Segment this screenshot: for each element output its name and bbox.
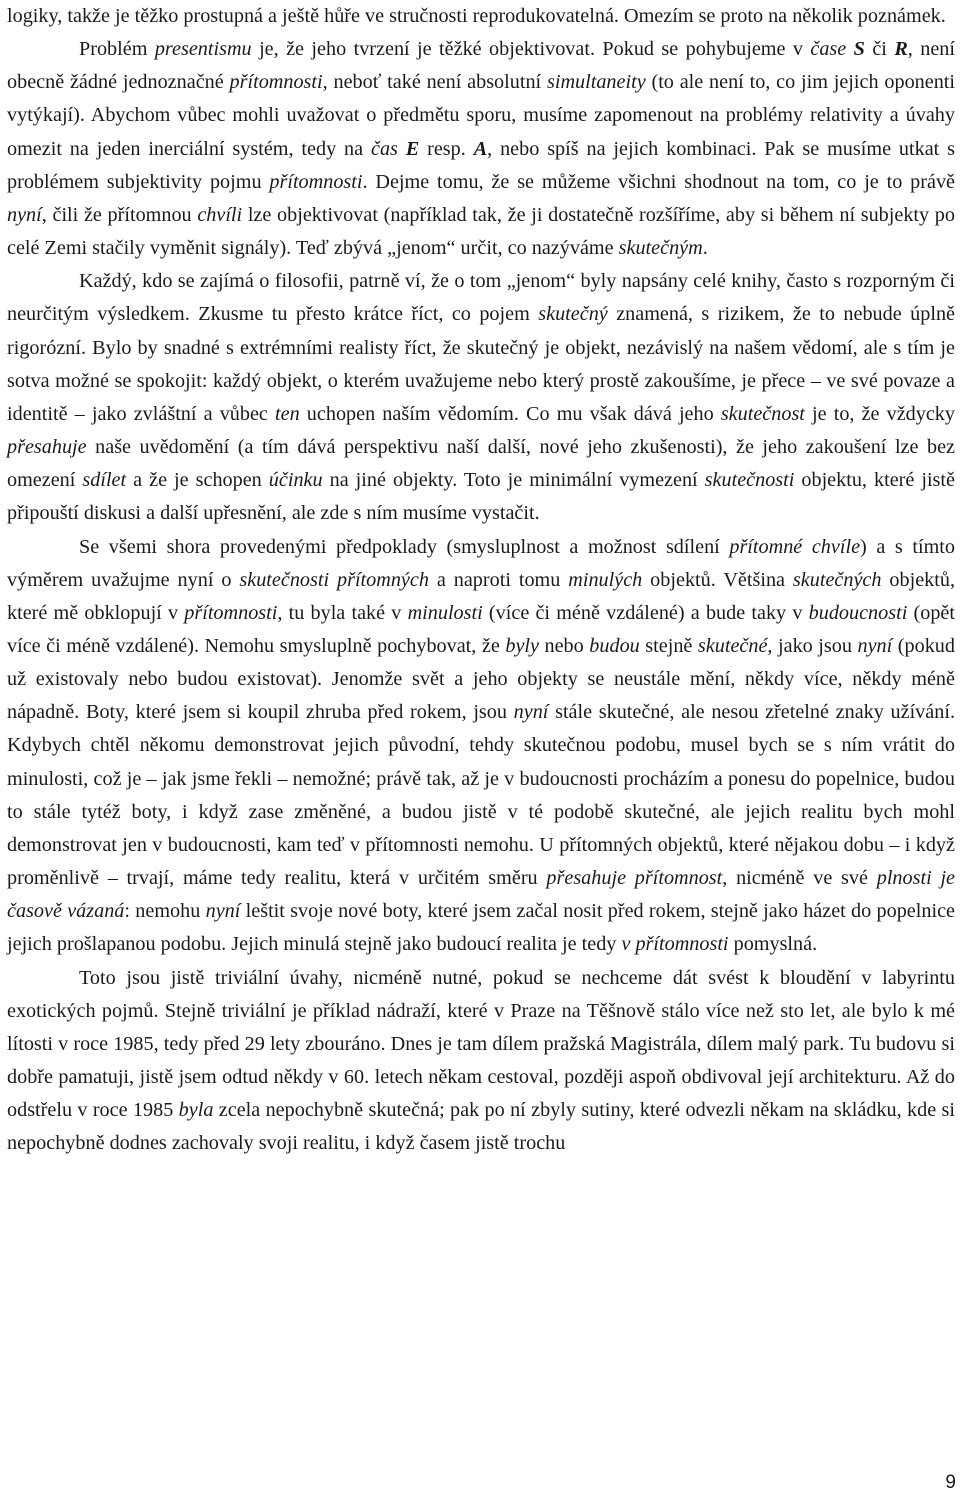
text-run: zcela nepochybně skutečná; pak po ní zbyly sutiny, které odvezli někam na skládku, kde si nepochybně dodnes zachovaly svoji realitu, i když časem jistě trochu <box>7 1099 955 1155</box>
body-paragraph <box>7 962 955 1161</box>
italic-term: skutečnosti přítomných <box>239 568 429 591</box>
text-run: , čili že přítomnou <box>41 203 198 226</box>
italic-term: přítomné chvíle <box>729 535 861 558</box>
italic-term: presentismu <box>154 38 252 61</box>
italic-term: nyní <box>205 900 241 923</box>
text-run: , jako jsou <box>767 634 858 657</box>
text-run: , nicméně ve své <box>722 867 877 890</box>
text-run: nebo <box>538 634 590 657</box>
italic-term: nyní <box>857 634 893 657</box>
text-run: (pokud už existovaly nebo budou existovat). Jenomže svět a jeho objekty se neustále mění, někdy více, někdy méně nápadně. Boty, které jsem si koupil zhruba před rokem, jsou <box>7 634 955 724</box>
italic-term: chvíli <box>197 203 243 226</box>
text-run: (opět více či méně vzdálené). Nemohu smysluplně pochybovat, že <box>7 601 956 657</box>
bold-italic-term: R <box>894 38 908 61</box>
text-run: . <box>702 237 708 260</box>
italic-term: budoucnosti <box>808 601 908 624</box>
italic-term: nyní <box>7 203 42 226</box>
italic-term: v přítomnosti <box>621 933 729 956</box>
text-run: objektů, které mě obklopují v <box>7 568 956 624</box>
text-run: ) a s tímto výměrem uvažujme nyní o <box>7 535 955 591</box>
text-run: uchopen naším vědomím. Co mu však dává jeho <box>299 402 721 425</box>
bold-italic-term: E <box>405 137 420 160</box>
text-run <box>846 38 853 60</box>
italic-term: přesahuje přítomnost <box>546 867 723 890</box>
page-number: 9 <box>945 1472 956 1493</box>
italic-term: čase <box>810 38 847 61</box>
text-run: logiky, takže je těžko prostupná a ještě hůře ve stručnosti reprodukovatelná. Omezím se proto na několik poznámek. <box>7 5 946 27</box>
text-run: stejně <box>639 634 698 657</box>
text-run: , nebo spíš na jejich kombinaci. Pak se musíme utkat s problémem subjektivity pojmu <box>7 137 955 193</box>
body-paragraph <box>7 33 955 265</box>
text-run: resp. <box>419 137 474 160</box>
text-run: objektu, které jistě připouští diskusi a další upřesnění, ale zde s ním musíme vystačit. <box>7 469 955 525</box>
text-run: a že je schopen <box>126 469 269 492</box>
text-run: naše uvědomění (a tím dává perspektivu naší další, nové jeho zkušenosti), že jeho zakoušení lze bez omezení <box>7 436 955 492</box>
text-run: , není obecně žádné jednoznačné <box>7 38 955 94</box>
text-run: Každý, kdo se zajímá o filosofii, patrně ví, že o tom „jenom“ byly napsány celé knihy, často s rozporným či neurčitým výsledkem. Zkusme tu přesto krátce říct, co pojem <box>7 270 955 326</box>
body-paragraph <box>7 265 955 530</box>
italic-term: sdílet <box>82 469 127 492</box>
text-run: leštit svoje nové boty, které jsem začal nosit před rokem, stejně jako házet do popelnice jejich prošlapanou podobu. Jejich minulá stejně jako budoucí realita je tedy <box>7 900 955 956</box>
italic-term: minulosti <box>407 601 483 624</box>
italic-term: účinku <box>268 469 323 492</box>
text-run: je, že jeho tvrzení je těžké objektivovat. Pokud se pohybujeme v <box>251 38 811 61</box>
italic-term: skutečných <box>792 568 882 591</box>
italic-term: přesahuje <box>7 436 87 459</box>
bold-italic-term: S <box>853 38 865 61</box>
text-run: pomyslná. <box>728 933 818 956</box>
text-run: je to, že vždycky <box>804 402 955 425</box>
document-page <box>7 0 955 1160</box>
text-run: stále skutečné, ale nesou zřetelné znaky užívání. Kdybych chtěl někomu demonstrovat jejich původní, tehdy skutečnou podobu, musel bych se s ním vrátit do minulosti, což je – jak jsme řekli – nemožné; právě tak, až je v budoucnosti procházím a ponesu do popelnice, budou to stále tytéž boty, i když zase změněné, a budou jistě v té podobě skutečné, ale jejich realitu bych mohl demonstrovat jen v budoucnosti, kam teď v přítomnosti nemohu. U přítomných objektů, které nějakou dobu – i když proměnlivě – trvají, máme tedy realitu, která v určitém směru <box>7 701 955 890</box>
text-run: : nemohu <box>124 900 206 923</box>
italic-term: přítomnosti <box>229 71 323 94</box>
text-run: lze objektivovat (například tak, že ji dostatečně rozšíříme, aby si během ní subjekty po celé Zemi stačily vyměnit signály). Teď zbývá „jenom“ určit, co nazýváme <box>7 203 955 260</box>
text-run: a naproti tomu <box>428 568 569 591</box>
italic-term: skutečnost <box>720 402 805 425</box>
text-run: Problém <box>79 38 155 61</box>
text-run: (více či méně vzdálené) a bude taky v <box>482 601 809 624</box>
italic-term: přítomnosti <box>184 601 278 624</box>
italic-term: ten <box>275 402 300 425</box>
italic-term: simultaneity <box>546 71 646 94</box>
text-run: (to ale není to, co jim jejich oponenti vytýkají). Abychom vůbec mohli uvažovat o předmětu sporu, musíme zapomenout na problémy relativity a úvahy omezit na jeden inerciální systém, tedy na <box>7 71 956 160</box>
bold-italic-term: A <box>473 137 488 160</box>
text-run: , neboť také není absolutní <box>322 71 547 94</box>
italic-term: skutečnosti <box>704 469 795 492</box>
body-paragraph <box>7 0 955 33</box>
italic-term: plnosti je časově vázaná <box>7 867 956 923</box>
text-run: či <box>864 38 895 61</box>
italic-term: byly <box>505 634 539 657</box>
text-run: na jiné objekty. Toto je minimální vymezení <box>322 469 705 492</box>
italic-term: čas <box>370 137 398 160</box>
italic-term: přítomnosti <box>269 170 363 193</box>
italic-term: nyní <box>513 701 549 724</box>
italic-term: skutečné <box>697 634 768 657</box>
text-run: Toto jsou jistě triviální úvahy, nicméně nutné, pokud se nechceme dát svést k bloudění v labyrintu exotických pojmů. Stejně triviální je příklad nádraží, které v Praze na Těšnově stálo více než sto let, ale bylo k mé lítosti v roce 1985, tedy před 29 lety zbouráno. Dnes je tam dílem pražská Magistrála, dílem malý park. Tu budovu si dobře pamatuji, jistě jsem odtud někdy v 60. letech někam cestoval, později aspoň obdivoval její architekturu. Až do odstřelu v roce 1985 <box>7 966 955 1122</box>
text-run: objektů. Většina <box>642 568 793 591</box>
italic-term: byla <box>178 1099 214 1122</box>
italic-term: budou <box>589 634 640 657</box>
text-run: , tu byla také v <box>277 601 408 624</box>
text-run: znamená, s rizikem, že to nebude úplně rigorózní. Bylo by snadné s extrémními realisty říct, že skutečný je objekt, nezávislý na našem vědomí, ale s tím je sotva možné se spokojit: každý objekt, o kterém uvažujeme nebo který prostě zakoušíme, je přece – ve své povaze a identitě – jako zvláštní a vůbec <box>7 303 956 425</box>
text-run <box>398 138 406 160</box>
italic-term: skutečným <box>618 237 703 260</box>
text-run: Se všemi shora provedenými předpoklady (smysluplnost a možnost sdílení <box>79 535 730 558</box>
italic-term: minulých <box>568 568 643 591</box>
italic-term: skutečný <box>538 303 608 326</box>
text-run: . Dejme tomu, že se můžeme všichni shodnout na tom, co je to právě <box>362 170 955 193</box>
body-paragraph <box>7 531 955 962</box>
